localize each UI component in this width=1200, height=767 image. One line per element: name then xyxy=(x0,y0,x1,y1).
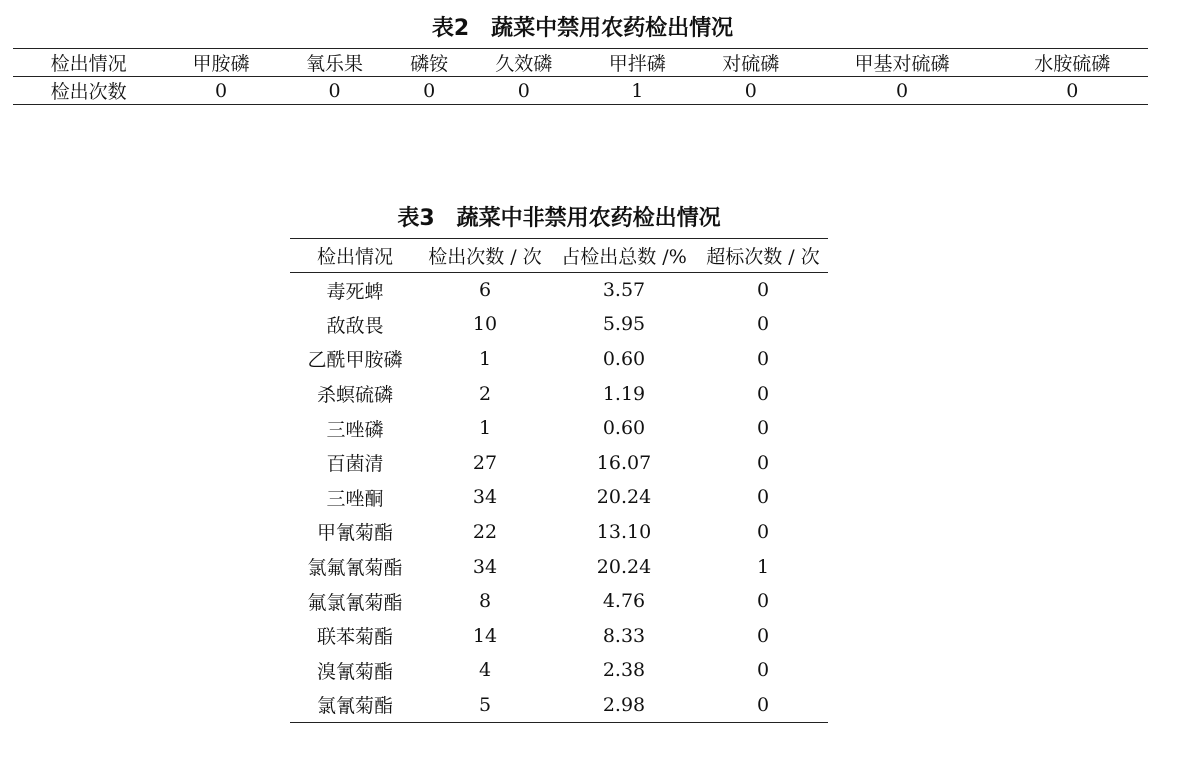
table2-caption xyxy=(0,14,1165,44)
table2-header-cell: 甲胺磷 xyxy=(192,53,250,75)
table3-cell: 毒死蜱 xyxy=(326,280,384,303)
table3-cell: 22 xyxy=(472,520,498,543)
table3-header-cell: 检出情况 xyxy=(316,246,393,268)
table-row xyxy=(13,77,1148,105)
table3-cell: 0 xyxy=(756,417,770,440)
table-row xyxy=(290,515,828,550)
table3-header-cell: 超标次数 / 次 xyxy=(706,246,820,268)
table3-cell: 1 xyxy=(756,555,770,578)
table3-cell: 8.33 xyxy=(602,624,646,647)
table3-cell: 三唑酮 xyxy=(326,487,384,510)
table3-cell: 0 xyxy=(756,624,770,647)
table2-header-cell: 磷铵 xyxy=(410,53,449,75)
table3-cell: 1 xyxy=(478,347,492,370)
table2-cell: 0 xyxy=(328,79,341,102)
table3-cell: 10 xyxy=(472,313,498,336)
table3-cell: 2.98 xyxy=(602,693,646,716)
table-row xyxy=(290,342,828,377)
table3-cell: 5.95 xyxy=(602,313,646,336)
table-row xyxy=(290,688,828,723)
table3-cell: 百菌清 xyxy=(326,453,384,476)
table3-cell: 20.24 xyxy=(596,555,652,578)
table2-caption-number: 表2 xyxy=(431,16,470,41)
table3-cell: 0 xyxy=(756,279,770,302)
table2-cell: 1 xyxy=(631,79,644,102)
table2-header-cell: 水胺硫磷 xyxy=(1034,53,1111,75)
table3-cell: 0.60 xyxy=(602,347,646,370)
table3-cell: 34 xyxy=(472,555,498,578)
table3-cell: 甲氰菊酯 xyxy=(316,522,393,545)
table-row xyxy=(290,653,828,688)
banned-pesticide-table xyxy=(13,48,1148,105)
table2-header-cell: 甲拌磷 xyxy=(608,53,666,75)
table3-cell: 0 xyxy=(756,520,770,543)
table3-cell: 敌敌畏 xyxy=(326,314,384,337)
table-row xyxy=(290,273,828,308)
table3-cell: 0 xyxy=(756,486,770,509)
table2-header-cell: 氧乐果 xyxy=(306,53,364,75)
table3-cell: 6 xyxy=(478,279,492,302)
table-row xyxy=(290,376,828,411)
table3-cell: 16.07 xyxy=(596,451,652,474)
table2-header-cell: 对硫磷 xyxy=(722,53,780,75)
table3-cell: 8 xyxy=(478,590,492,613)
table3-cell: 4.76 xyxy=(602,590,646,613)
table3-cell: 氟氯氰菊酯 xyxy=(307,591,403,614)
table2-header-cell: 检出情况 xyxy=(50,53,127,75)
table3-cell: 13.10 xyxy=(596,520,652,543)
table3-cell: 0 xyxy=(756,313,770,336)
table3-cell: 0.60 xyxy=(602,417,646,440)
table3-caption xyxy=(290,203,828,235)
table-row xyxy=(290,445,828,480)
table3-cell: 2 xyxy=(478,382,492,405)
table3-cell: 1 xyxy=(478,417,492,440)
table3-cell: 20.24 xyxy=(596,486,652,509)
table-row xyxy=(290,480,828,515)
table3-cell: 氯氟氰菊酯 xyxy=(307,557,403,580)
table3-cell: 1.19 xyxy=(602,382,646,405)
table-row xyxy=(290,549,828,584)
table3-cell: 2.38 xyxy=(602,659,646,682)
table3-cell: 0 xyxy=(756,590,770,613)
table3-cell: 0 xyxy=(756,382,770,405)
table2-header-cell: 久效磷 xyxy=(495,53,553,75)
table3-cell: 3.57 xyxy=(602,279,646,302)
table3-caption-number: 表3 xyxy=(397,206,435,231)
table3-caption-text: 蔬菜中非禁用农药检出情况 xyxy=(456,206,721,231)
table3-header-cell: 检出次数 / 次 xyxy=(428,246,542,268)
table2-header-cell: 甲基对硫磷 xyxy=(854,53,950,75)
table-row xyxy=(290,411,828,446)
table3-cell: 27 xyxy=(472,451,498,474)
table2-cell: 0 xyxy=(1066,79,1079,102)
table2-cell: 0 xyxy=(517,79,530,102)
table2-cell: 0 xyxy=(744,79,757,102)
table3-header-row xyxy=(290,239,828,273)
table2-cell: 0 xyxy=(896,79,909,102)
table3-cell: 杀螟硫磷 xyxy=(316,384,393,407)
table3-cell: 联苯菊酯 xyxy=(316,626,393,649)
table2-cell: 检出次数 xyxy=(50,81,127,103)
table-row xyxy=(290,618,828,653)
table3-cell: 5 xyxy=(478,693,492,716)
table3-cell: 14 xyxy=(472,624,498,647)
table2-cell: 0 xyxy=(423,79,436,102)
table2-header-row xyxy=(13,49,1148,77)
table3-cell: 0 xyxy=(756,659,770,682)
table3-cell: 0 xyxy=(756,693,770,716)
table3-cell: 溴氰菊酯 xyxy=(316,660,393,683)
table3-cell: 0 xyxy=(756,451,770,474)
table3-cell: 乙酰甲胺磷 xyxy=(307,349,403,372)
table2-cell: 0 xyxy=(215,79,228,102)
table3-cell: 34 xyxy=(472,486,498,509)
table3-cell: 4 xyxy=(478,659,492,682)
table3-cell: 0 xyxy=(756,347,770,370)
table3-header-cell: 占检出总数 /% xyxy=(561,246,687,268)
table3-cell: 氯氰菊酯 xyxy=(316,695,393,718)
non-banned-pesticide-table xyxy=(290,238,828,723)
table3-cell: 三唑磷 xyxy=(326,418,384,441)
table-row xyxy=(290,307,828,342)
table2-caption-text: 蔬菜中禁用农药检出情况 xyxy=(491,16,734,41)
table-row xyxy=(290,584,828,619)
